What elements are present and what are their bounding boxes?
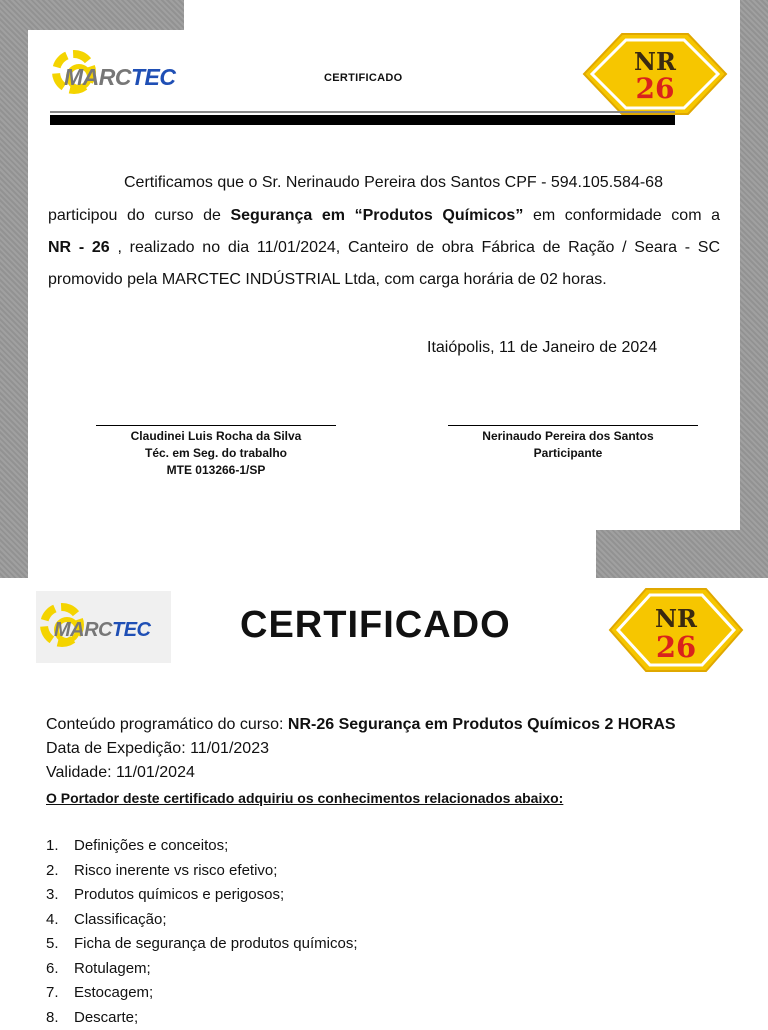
signer-name: Claudinei Luis Rocha da Silva <box>96 428 336 445</box>
body-line-1: Certificamos que o Sr. Nerinaudo Pereira dos Santos CPF - 594.105.584-68 <box>124 174 720 192</box>
badge-nr-text: NR <box>655 604 698 633</box>
list-item: 4. Classificação; <box>46 908 358 933</box>
divider <box>50 111 675 113</box>
place-date: Itaiópolis, 11 de Janeiro de 2024 <box>427 339 657 357</box>
paper-sheet <box>28 530 596 578</box>
nr26-badge <box>606 585 746 675</box>
list-item: 8. Descarte; <box>46 1006 358 1030</box>
body-line-4: promovido pela MARCTEC INDÚSTRIAL Ltda, com carga horária de 02 horas. <box>48 271 720 289</box>
marctec-logo: MARCTEC <box>50 40 185 110</box>
badge-26-text: 26 <box>656 630 696 664</box>
marctec-logo: MARCTEC <box>36 593 171 663</box>
badge-26-text: 26 <box>636 72 675 105</box>
badge-nr-text: NR <box>634 47 677 76</box>
signer-role: Téc. em Seg. do trabalho <box>96 445 336 462</box>
body-line-3: NR - 26 , realizado no dia 11/01/2024, Canteiro de obra Fábrica de Ração / Seara - SC <box>48 239 720 257</box>
validity-date: Validade: 11/01/2024 <box>46 764 195 782</box>
participant-role: Participante <box>448 445 688 462</box>
list-item: 1. Definições e conceitos; <box>46 834 358 859</box>
issue-date: Data de Expedição: 11/01/2023 <box>46 740 269 758</box>
participant-name: Nerinaudo Pereira dos Santos <box>448 428 688 445</box>
list-item: 6. Rotulagem; <box>46 957 358 982</box>
list-item: 7. Estocagem; <box>46 981 358 1006</box>
signature-line <box>96 425 336 426</box>
topics-list <box>46 834 358 1030</box>
list-item: 2. Risco inerente vs risco efetivo; <box>46 859 358 884</box>
certificate-title: CERTIFICADO <box>240 604 511 647</box>
divider <box>50 115 675 125</box>
list-item: 5. Ficha de segurança de produtos químicos; <box>46 932 358 957</box>
signature-line <box>448 425 698 426</box>
signer-registry: MTE 013266-1/SP <box>96 462 336 479</box>
course-content: Conteúdo programático do curso: NR-26 Segurança em Produtos Químicos 2 HORAS <box>46 716 676 734</box>
signature-right <box>448 428 688 462</box>
body-line-2: participou do curso de Segurança em “Produtos Químicos” em conformidade com a <box>48 207 720 225</box>
list-item: 3. Produtos químicos e perigosos; <box>46 883 358 908</box>
certificate-title: CERTIFICADO <box>324 72 402 84</box>
signature-left <box>96 428 336 479</box>
portador-heading: O Portador deste certificado adquiriu os conhecimentos relacionados abaixo: <box>46 790 563 806</box>
nr26-badge <box>580 30 730 118</box>
paper-sheet <box>184 0 740 30</box>
